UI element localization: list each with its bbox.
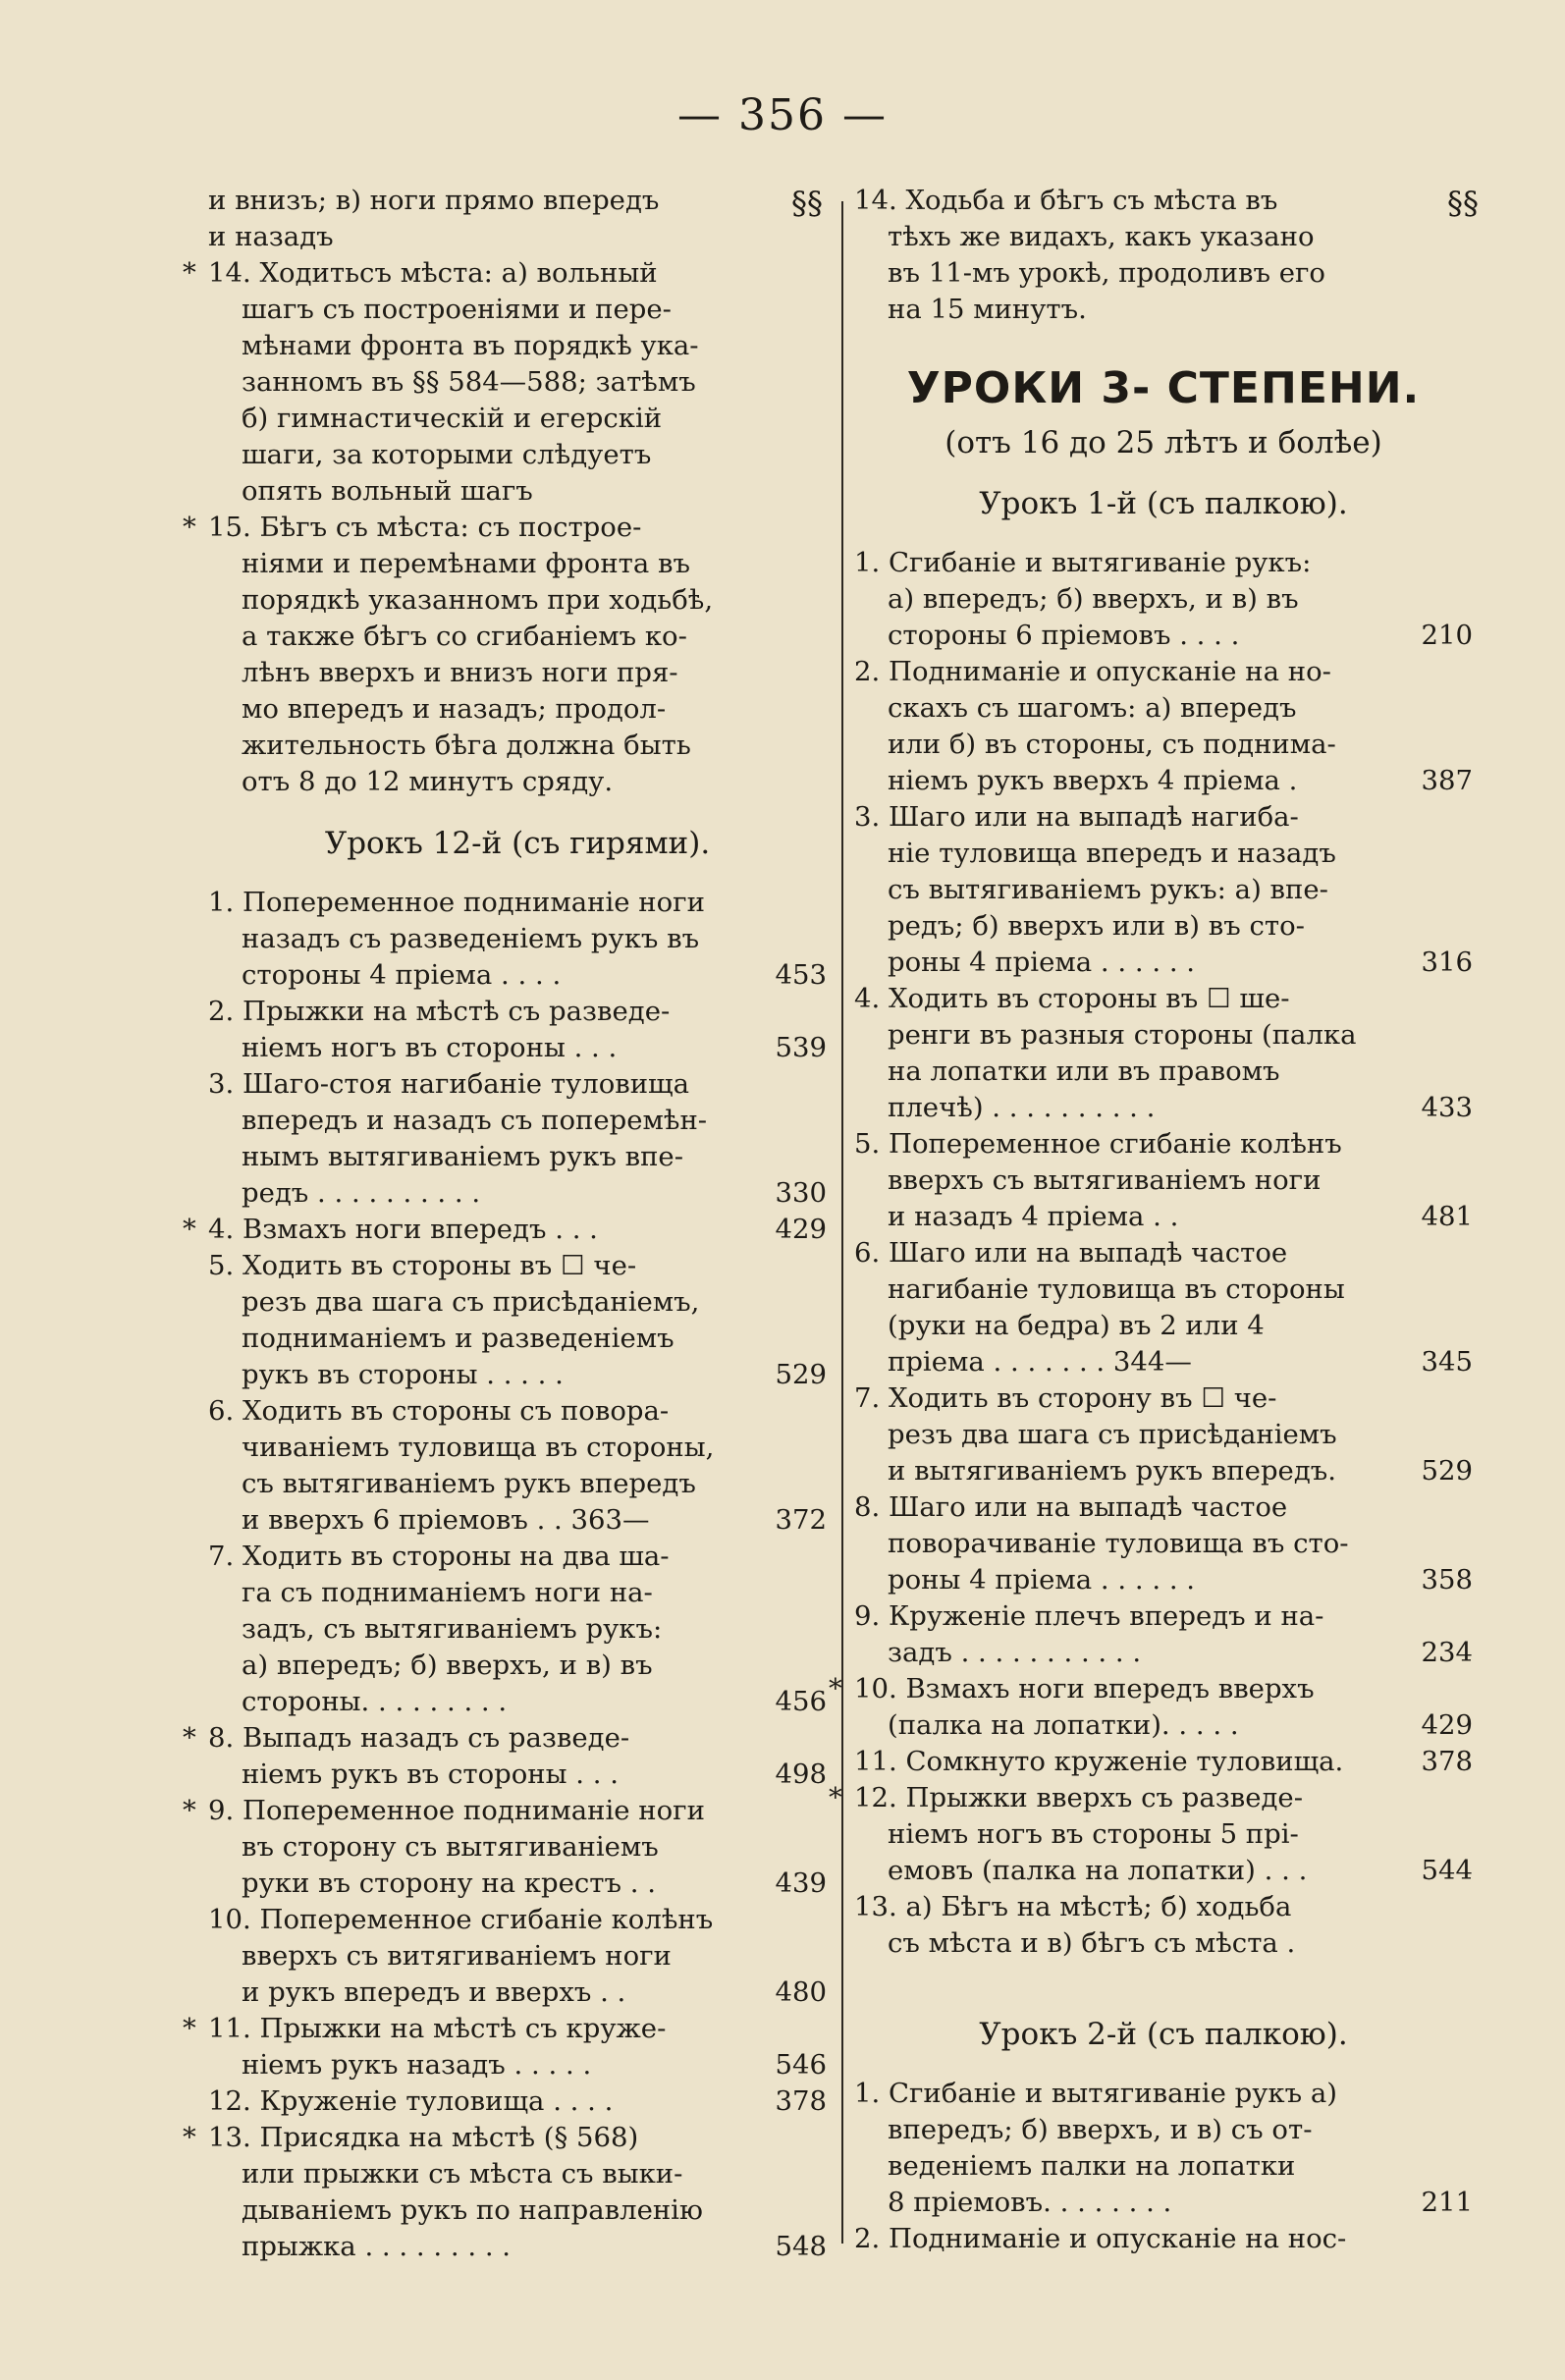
text-line: или прыжки съ мѣста съ выки-	[242, 2158, 683, 2190]
text-line: 3. Шаго или на выпадѣ нагиба-	[854, 801, 1299, 833]
asterisk-mark: *	[183, 1795, 196, 1826]
text-line: 2. Подниманіе и опусканіе на нос-	[854, 2223, 1347, 2254]
asterisk-mark: *	[183, 1214, 196, 1245]
reference-number: 378	[775, 2085, 827, 2117]
list-item	[854, 1235, 1473, 1380]
reference-number: 345	[1421, 1346, 1473, 1378]
text-line: дываніемъ рукъ по направленію	[242, 2194, 703, 2226]
text-line: поворачиваніе туловища въ сто-	[888, 1528, 1349, 1559]
text-line: занномъ въ §§ 584—588; затѣмъ	[242, 366, 696, 398]
text-line: стороны 6 пріемовъ . . . .	[888, 620, 1240, 651]
text-line: нагибаніе туловища въ стороны	[888, 1273, 1345, 1305]
reference-number: 378	[1421, 1746, 1473, 1777]
list-item	[854, 799, 1473, 981]
text-line: отъ 8 до 12 минутъ сряду.	[242, 766, 614, 797]
text-line: емовъ (палка на лопатки) . . .	[888, 1855, 1308, 1886]
list-item	[208, 994, 827, 1066]
text-line: впередъ; б) вверхъ, и в) съ от-	[888, 2114, 1313, 2145]
text-line: пріема . . . . . . . 344—	[888, 1346, 1192, 1378]
reference-number: 433	[1421, 1092, 1473, 1123]
list-item	[183, 2120, 827, 2265]
right-item-14	[854, 183, 1473, 328]
text-line: 1. Сгибаніе и вытягиваніе рукъ:	[854, 547, 1312, 578]
left-item-14	[183, 255, 827, 510]
text-line: мо впередъ и назадъ; продол-	[242, 693, 667, 725]
list-item	[854, 1889, 1473, 1962]
text-line: ніемъ рукъ вверхъ 4 пріема .	[888, 765, 1298, 796]
reference-number: 456	[775, 1686, 827, 1717]
list-item	[208, 1539, 827, 1720]
text-line: 5. Попеременное сгибаніе колѣнъ	[854, 1128, 1342, 1160]
text-line: или б) въ стороны, съ поднима-	[888, 729, 1336, 760]
text-line: 6. Шаго или на выпадѣ частое	[854, 1237, 1288, 1269]
reference-number: 544	[1421, 1855, 1473, 1886]
text-line: мѣнами фронта въ порядкѣ ука-	[242, 330, 699, 361]
list-item	[854, 1598, 1473, 1671]
text-line: 2. Прыжки на мѣстѣ съ разведе-	[208, 996, 671, 1027]
text-line: веденіемъ палки на лопатки	[888, 2150, 1296, 2182]
text-line: задъ . . . . . . . . . . .	[888, 1637, 1142, 1668]
list-item	[208, 2083, 827, 2120]
list-item	[208, 1902, 827, 2011]
text-line: стороны 4 пріема . . . .	[242, 959, 562, 991]
list-item	[183, 1212, 827, 1248]
text-line: ніемъ рукъ назадъ . . . . .	[242, 2049, 592, 2081]
text-line: 3. Шаго-стоя нагибаніе туловища	[208, 1068, 690, 1100]
asterisk-mark: *	[183, 512, 196, 543]
text-line: и внизъ; в) ноги прямо впередъ	[208, 185, 660, 216]
asterisk-mark: *	[829, 1782, 842, 1813]
text-line: чиваніемъ туловища въ стороны,	[242, 1432, 715, 1463]
text-line: 4. Ходить въ стороны въ ☐ ше-	[854, 983, 1290, 1014]
list-item	[183, 1720, 827, 1793]
text-line: ренги въ разныя стороны (палка	[888, 1019, 1357, 1051]
list-item	[208, 1248, 827, 1393]
text-line: редъ; б) вверхъ или в) въ сто-	[888, 910, 1305, 942]
text-line: ніемъ рукъ въ стороны . . .	[242, 1758, 619, 1790]
text-line: 7. Ходить въ сторону въ ☐ че-	[854, 1382, 1277, 1414]
reference-number: 453	[775, 959, 827, 991]
text-line: 12. Прыжки вверхъ съ разведе-	[854, 1782, 1303, 1813]
text-line: резъ два шага съ присѣданіемъ	[888, 1419, 1337, 1450]
text-line: 15. Бѣгъ съ мѣста: съ построе-	[208, 512, 642, 543]
text-line: вверхъ съ вытягиваніемъ ноги	[888, 1164, 1322, 1196]
text-line: 14. Ходьба и бѣгъ съ мѣста въ	[854, 185, 1278, 216]
text-line: а также бѣгъ со сгибаніемъ ко-	[242, 621, 687, 652]
list-item	[854, 545, 1473, 654]
text-line: вверхъ съ витягиваніемъ ноги	[242, 1940, 672, 1972]
text-line: ніями и перемѣнами фронта въ	[242, 548, 690, 579]
list-item	[208, 1393, 827, 1539]
reference-number: 316	[1421, 947, 1473, 978]
text-line: лѣнъ вверхъ и внизъ ноги пря-	[242, 657, 678, 688]
reference-number: 358	[1421, 1564, 1473, 1596]
text-line: 12. Круженіе туловища . . . .	[208, 2085, 614, 2117]
text-line: 2. Подниманіе и опусканіе на но-	[854, 656, 1331, 687]
text-line: 8. Шаго или на выпадѣ частое	[854, 1491, 1288, 1523]
list-item	[854, 654, 1473, 799]
text-line: и вверхъ 6 пріемовъ . . 363—	[242, 1504, 650, 1536]
text-line: подниманіемъ и разведеніемъ	[242, 1323, 675, 1354]
list-item	[854, 2076, 1473, 2221]
asterisk-mark: *	[183, 257, 196, 289]
text-line: рукъ въ стороны . . . . .	[242, 1359, 564, 1390]
reference-number: 529	[1421, 1455, 1473, 1487]
left-item-15	[183, 510, 827, 800]
text-line: въ 11-мъ урокѣ, продоливъ его	[888, 257, 1325, 289]
reference-number: 439	[775, 1867, 827, 1899]
text-line: скахъ съ шагомъ: а) впередъ	[888, 692, 1297, 724]
text-line: 11. Прыжки на мѣстѣ съ круже-	[208, 2013, 667, 2044]
text-line: стороны. . . . . . . . .	[242, 1686, 508, 1717]
list-item	[854, 1380, 1473, 1489]
text-line: роны 4 пріема . . . . . .	[888, 947, 1196, 978]
asterisk-mark: *	[183, 2013, 196, 2044]
left-intro	[208, 183, 827, 255]
text-line: тѣхъ же видахъ, какъ указано	[888, 221, 1315, 252]
lesson-2-heading: Урокъ 2-й (съ палкою).	[979, 2017, 1348, 2052]
text-line: жительность бѣга должна быть	[242, 730, 691, 761]
text-line: прыжка . . . . . . . . .	[242, 2231, 512, 2262]
section-title: УРОКИ 3- СТЕПЕНИ.	[906, 363, 1421, 413]
text-line: задъ, съ вытягиваніемъ рукъ:	[242, 1613, 663, 1645]
reference-number: 539	[775, 1032, 827, 1063]
section-subtitle: (отъ 16 до 25 лѣтъ и болѣе)	[944, 425, 1382, 460]
reference-number: 429	[1421, 1709, 1473, 1741]
text-line: редъ . . . . . . . . . .	[242, 1177, 481, 1209]
text-line: (руки на бедра) въ 2 или 4	[888, 1310, 1265, 1341]
reference-number: 210	[1421, 620, 1473, 651]
text-line: 14. Ходитьсъ мѣста: а) вольный	[208, 257, 658, 289]
text-line: резъ два шага съ присѣданіемъ,	[242, 1286, 700, 1318]
reference-number: 546	[775, 2049, 827, 2081]
section-mark-left: §§	[791, 185, 823, 222]
reference-number: 481	[1421, 1201, 1473, 1232]
asterisk-mark: *	[183, 2122, 196, 2153]
text-line: плечѣ) . . . . . . . . . .	[888, 1092, 1156, 1123]
text-line: а) впередъ; б) вверхъ, и в) въ	[888, 583, 1299, 615]
text-line: 8 пріемовъ. . . . . . . .	[888, 2187, 1172, 2218]
text-line: 10. Попеременное сгибаніе колѣнъ	[208, 1904, 714, 1935]
text-line: на лопатки или въ правомъ	[888, 1055, 1280, 1087]
text-line: 9. Попеременное подниманіе ноги	[208, 1795, 705, 1826]
reference-number: 372	[775, 1504, 827, 1536]
text-line: впередъ и назадъ съ поперемѣн-	[242, 1105, 708, 1136]
text-line: назадъ съ разведеніемъ рукъ въ	[242, 923, 700, 954]
text-line: 11. Сомкнуто круженіе туловища.	[854, 1746, 1344, 1777]
text-line: ніемъ ногъ въ стороны 5 прі-	[888, 1818, 1299, 1850]
text-line: на 15 минутъ.	[888, 294, 1087, 325]
lesson-12-heading: Урокъ 12-й (съ гирями).	[324, 826, 711, 861]
lesson-2-list	[854, 2076, 1473, 2257]
text-line: 7. Ходить въ стороны на два ша-	[208, 1541, 670, 1572]
list-item	[854, 1744, 1473, 1780]
text-line: и рукъ впередъ и вверхъ . .	[242, 1976, 626, 2008]
list-item	[854, 1126, 1473, 1235]
reference-number: 498	[775, 1758, 827, 1790]
text-line: 6. Ходить въ стороны съ повора-	[208, 1395, 670, 1427]
text-line: шаги, за которыми слѣдуетъ	[242, 439, 652, 470]
text-line: 10. Взмахъ ноги впередъ вверхъ	[854, 1673, 1315, 1704]
reference-number: 387	[1421, 765, 1473, 796]
text-line: нымъ вытягиваніемъ рукъ впе-	[242, 1141, 684, 1172]
text-line: 9. Круженіе плечъ впередъ и на-	[854, 1600, 1324, 1632]
lesson-1-heading: Урокъ 1-й (съ палкою).	[979, 486, 1348, 521]
list-item	[854, 1489, 1473, 1598]
reference-number: 529	[775, 1359, 827, 1390]
lesson-1-list	[829, 545, 1473, 1962]
text-line: руки въ сторону на крестъ . .	[242, 1867, 656, 1899]
text-line: ніе туловища впередъ и назадъ	[888, 838, 1336, 869]
list-item	[829, 1671, 1473, 1744]
text-line: опять вольный шагъ	[242, 475, 533, 507]
text-line: и назадъ 4 пріема . .	[888, 1201, 1179, 1232]
text-line: съ мѣста и в) бѣгъ съ мѣста .	[888, 1927, 1296, 1959]
lesson-12-list	[183, 885, 827, 2265]
left-column	[183, 183, 827, 2265]
reference-number: 548	[775, 2231, 827, 2262]
text-line: 8. Выпадъ назадъ съ разведе-	[208, 1722, 630, 1754]
text-line: и назадъ	[208, 221, 334, 252]
text-line: 4. Взмахъ ноги впередъ . . .	[208, 1214, 598, 1245]
text-line: ніемъ ногъ въ стороны . . .	[242, 1032, 618, 1063]
text-line: шагъ съ построеніями и пере-	[242, 294, 672, 325]
text-line: съ вытягиваніемъ рукъ: а) впе-	[888, 874, 1328, 905]
column-divider	[841, 201, 843, 2244]
text-line: (палка на лопатки). . . . .	[888, 1709, 1239, 1741]
list-item	[854, 981, 1473, 1126]
list-item	[183, 1793, 827, 1902]
text-line: 1. Попеременное подниманіе ноги	[208, 887, 705, 918]
list-item	[183, 2011, 827, 2083]
reference-number: 211	[1421, 2187, 1473, 2218]
asterisk-mark: *	[183, 1722, 196, 1754]
text-line: съ вытягиваніемъ рукъ впередъ	[242, 1468, 696, 1499]
page-number: — 356 —	[677, 90, 888, 140]
list-item	[208, 1066, 827, 1212]
text-line: и вытягиваніемъ рукъ впередъ.	[888, 1455, 1336, 1487]
text-line: 13. Присядка на мѣстѣ (§ 568)	[208, 2122, 639, 2153]
reference-number: 330	[775, 1177, 827, 1209]
list-item	[854, 2221, 1473, 2257]
reference-number: 429	[775, 1214, 827, 1245]
section-mark-right: §§	[1447, 185, 1479, 222]
text-line: га съ подниманіемъ ноги на-	[242, 1577, 653, 1608]
reference-number: 480	[775, 1976, 827, 2008]
text-line: а) впередъ; б) вверхъ, и в) въ	[242, 1650, 653, 1681]
text-line: 1. Сгибаніе и вытягиваніе рукъ а)	[854, 2078, 1337, 2109]
text-line: б) гимнастическій и егерскій	[242, 403, 663, 434]
reference-number: 234	[1421, 1637, 1473, 1668]
text-line: порядкѣ указанномъ при ходьбѣ,	[242, 584, 714, 616]
text-line: 13. а) Бѣгъ на мѣстѣ; б) ходьба	[854, 1891, 1292, 1922]
asterisk-mark: *	[829, 1673, 842, 1704]
right-column	[829, 183, 1473, 2257]
text-line: роны 4 пріема . . . . . .	[888, 1564, 1196, 1596]
text-line: 5. Ходить въ стороны въ ☐ че-	[208, 1250, 637, 1281]
list-item	[208, 885, 827, 994]
list-item	[829, 1780, 1473, 1889]
text-line: въ сторону съ вытягиваніемъ	[242, 1831, 659, 1863]
